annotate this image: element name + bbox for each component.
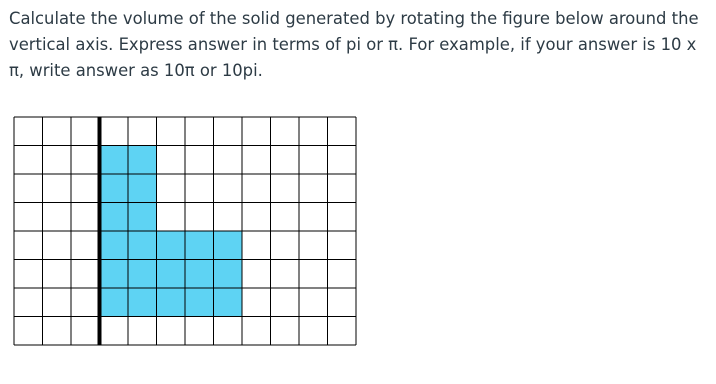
shaded-cell xyxy=(185,260,214,289)
shaded-cell xyxy=(128,231,157,260)
shaded-cell xyxy=(100,288,129,317)
shaded-cell xyxy=(214,260,243,289)
shaded-cell xyxy=(157,288,186,317)
shaded-cell xyxy=(128,174,157,203)
shaded-cell xyxy=(214,231,243,260)
grid-svg xyxy=(13,116,357,346)
shaded-cell xyxy=(185,231,214,260)
shaded-cell xyxy=(100,260,129,289)
shaded-cell xyxy=(100,231,129,260)
shaded-cell xyxy=(100,174,129,203)
shaded-cell xyxy=(100,146,129,175)
shaded-cell xyxy=(128,146,157,175)
shaded-cell xyxy=(128,260,157,289)
shaded-cell xyxy=(214,288,243,317)
grid-figure xyxy=(13,116,357,346)
shaded-cell xyxy=(157,260,186,289)
question-text: Calculate the volume of the solid generated by rotating the figure below around the vertical axis. Express answer in terms of pi or π. For example, if your answer is 10 x π, write answer as 10π or 10pi. xyxy=(9,9,699,80)
shaded-cell xyxy=(157,231,186,260)
shaded-cell xyxy=(100,203,129,232)
shaded-cell xyxy=(128,288,157,317)
shaded-cell xyxy=(185,288,214,317)
shaded-cell xyxy=(128,203,157,232)
